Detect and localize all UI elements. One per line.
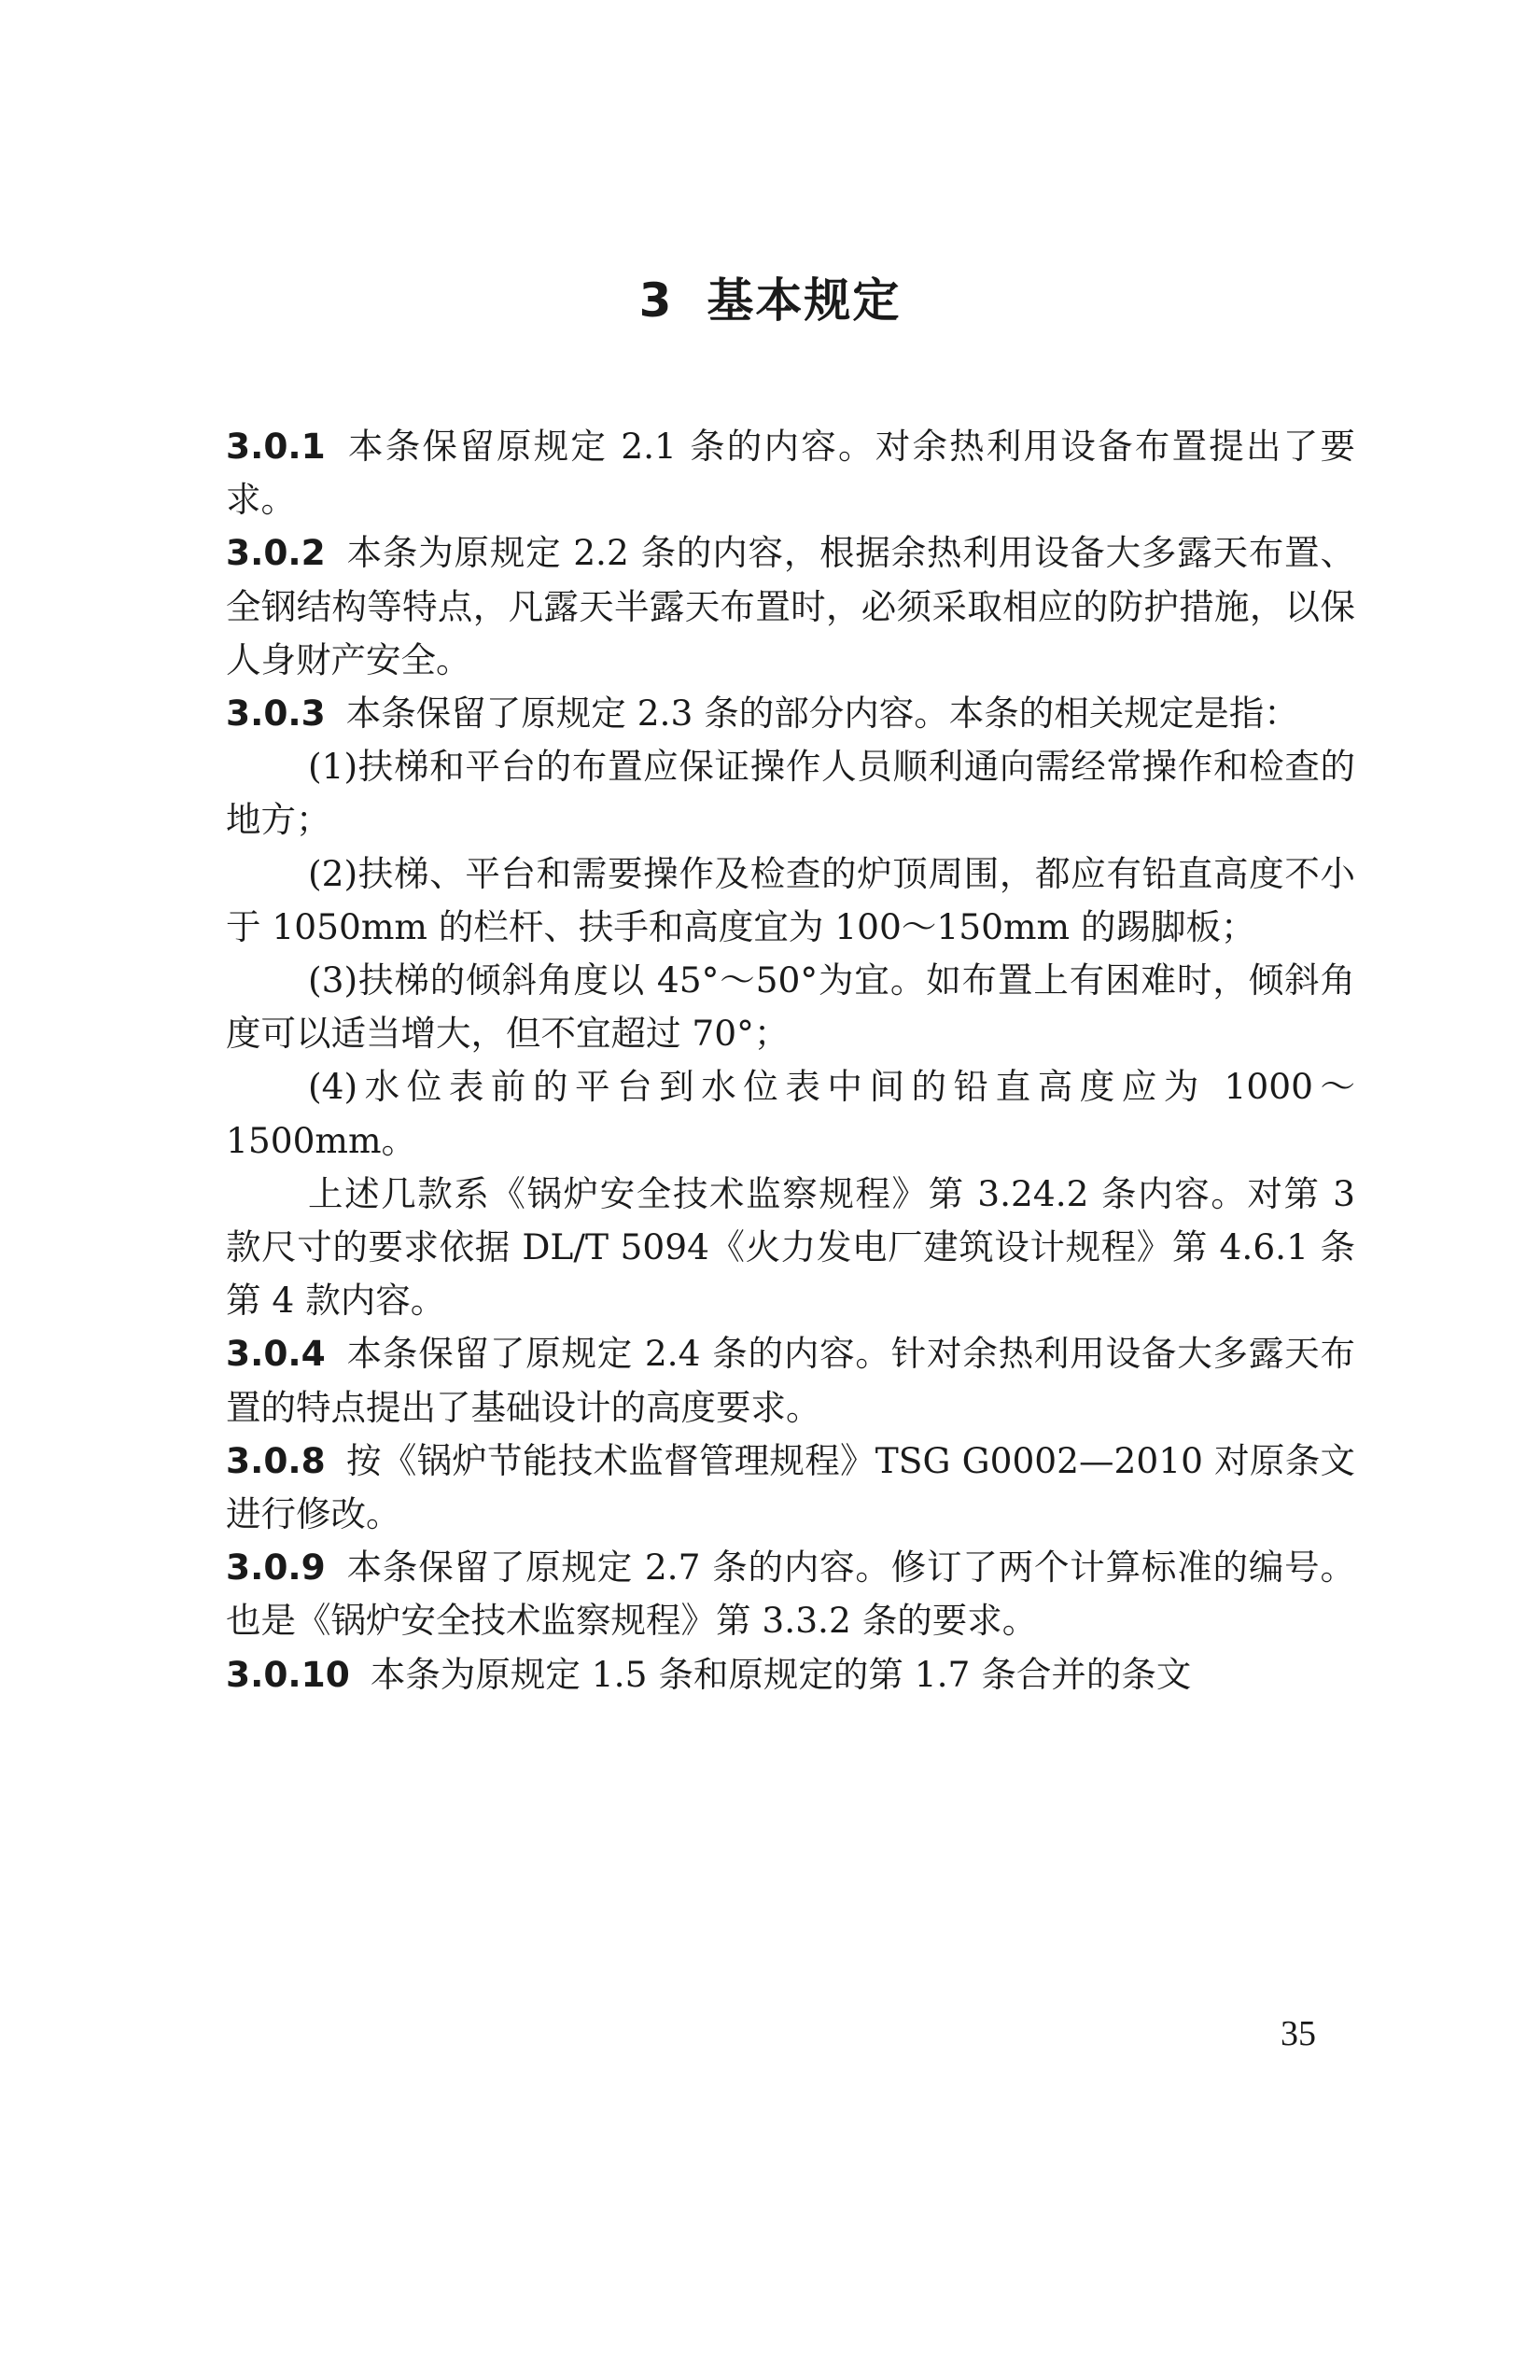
clause-3-0-10 <box>226 1648 1355 1701</box>
clause-number: 3.0.2 <box>226 532 326 574</box>
clause-number: 3.0.4 <box>226 1333 326 1375</box>
explanatory-note: 上述几款系《锅炉安全技术监察规程》第 3.24.2 条内容。对第 3 款尺寸的要求依据 DL/T 5094《火力发电厂建筑设计规程》第 4.6.1 条第 4 款内容。 <box>226 1172 1355 1322</box>
list-item: (1)扶梯和平台的布置应保证操作人员顺利通向需经常操作和检查的地方； <box>226 746 1355 841</box>
clause-text: 本条为原规定 1.5 条和原规定的第 1.7 条合并的条文 <box>370 1653 1192 1695</box>
chapter-title <box>0 263 1540 330</box>
body-text <box>226 420 1355 1701</box>
clause-text: 本条保留了原规定 2.4 条的内容。针对余热利用设备大多露天布置的特点提出了基础设计的高度要求。 <box>226 1333 1355 1428</box>
clause-text: 本条为原规定 2.2 条的内容，根据余热利用设备大多露天布置、全钢结构等特点，凡露天半露天布置时，必须采取相应的防护措施，以保人身财产安全。 <box>226 532 1355 680</box>
list-item: (2)扶梯、平台和需要操作及检查的炉顶周围，都应有铅直高度不小于 1050mm 的栏杆、扶手和高度宜为 100～150mm 的踢脚板； <box>226 852 1355 947</box>
clause-3-0-2 <box>226 526 1355 687</box>
clause-3-0-4 <box>226 1327 1355 1434</box>
clause-number: 3.0.8 <box>226 1439 326 1481</box>
clause-text: 本条保留原规定 2.1 条的内容。对余热利用设备布置提出了要求。 <box>226 426 1355 521</box>
clause-3-0-9 <box>226 1541 1355 1647</box>
list-item: (3)扶梯的倾斜角度以 45°～50°为宜。如布置上有困难时，倾斜角度可以适当增大，但不宜超过 70°； <box>226 959 1355 1055</box>
clause-number: 3.0.1 <box>226 426 326 467</box>
page-number: 35 <box>1281 2014 1316 2053</box>
clause-number: 3.0.9 <box>226 1547 326 1589</box>
clause-3-0-3 <box>226 687 1355 740</box>
list-item: (4)水位表前的平台到水位表中间的铅直高度应为 1000～1500mm。 <box>226 1066 1355 1161</box>
clause-text: 本条保留了原规定 2.3 条的部分内容。本条的相关规定是指： <box>345 693 1299 735</box>
clause-number: 3.0.10 <box>226 1653 350 1695</box>
clause-text: 按《锅炉节能技术监督管理规程》TSG G0002—2010 对原条文进行修改。 <box>226 1439 1355 1535</box>
clause-number: 3.0.3 <box>226 693 326 735</box>
chapter-heading: 基本规定 <box>707 273 902 328</box>
clause-3-0-1 <box>226 420 1355 526</box>
chapter-number: 3 <box>638 273 674 328</box>
clause-text: 本条保留了原规定 2.7 条的内容。修订了两个计算标准的编号。也是《锅炉安全技术监察规程》第 3.3.2 条的要求。 <box>226 1547 1355 1642</box>
clause-3-0-8 <box>226 1435 1355 1541</box>
